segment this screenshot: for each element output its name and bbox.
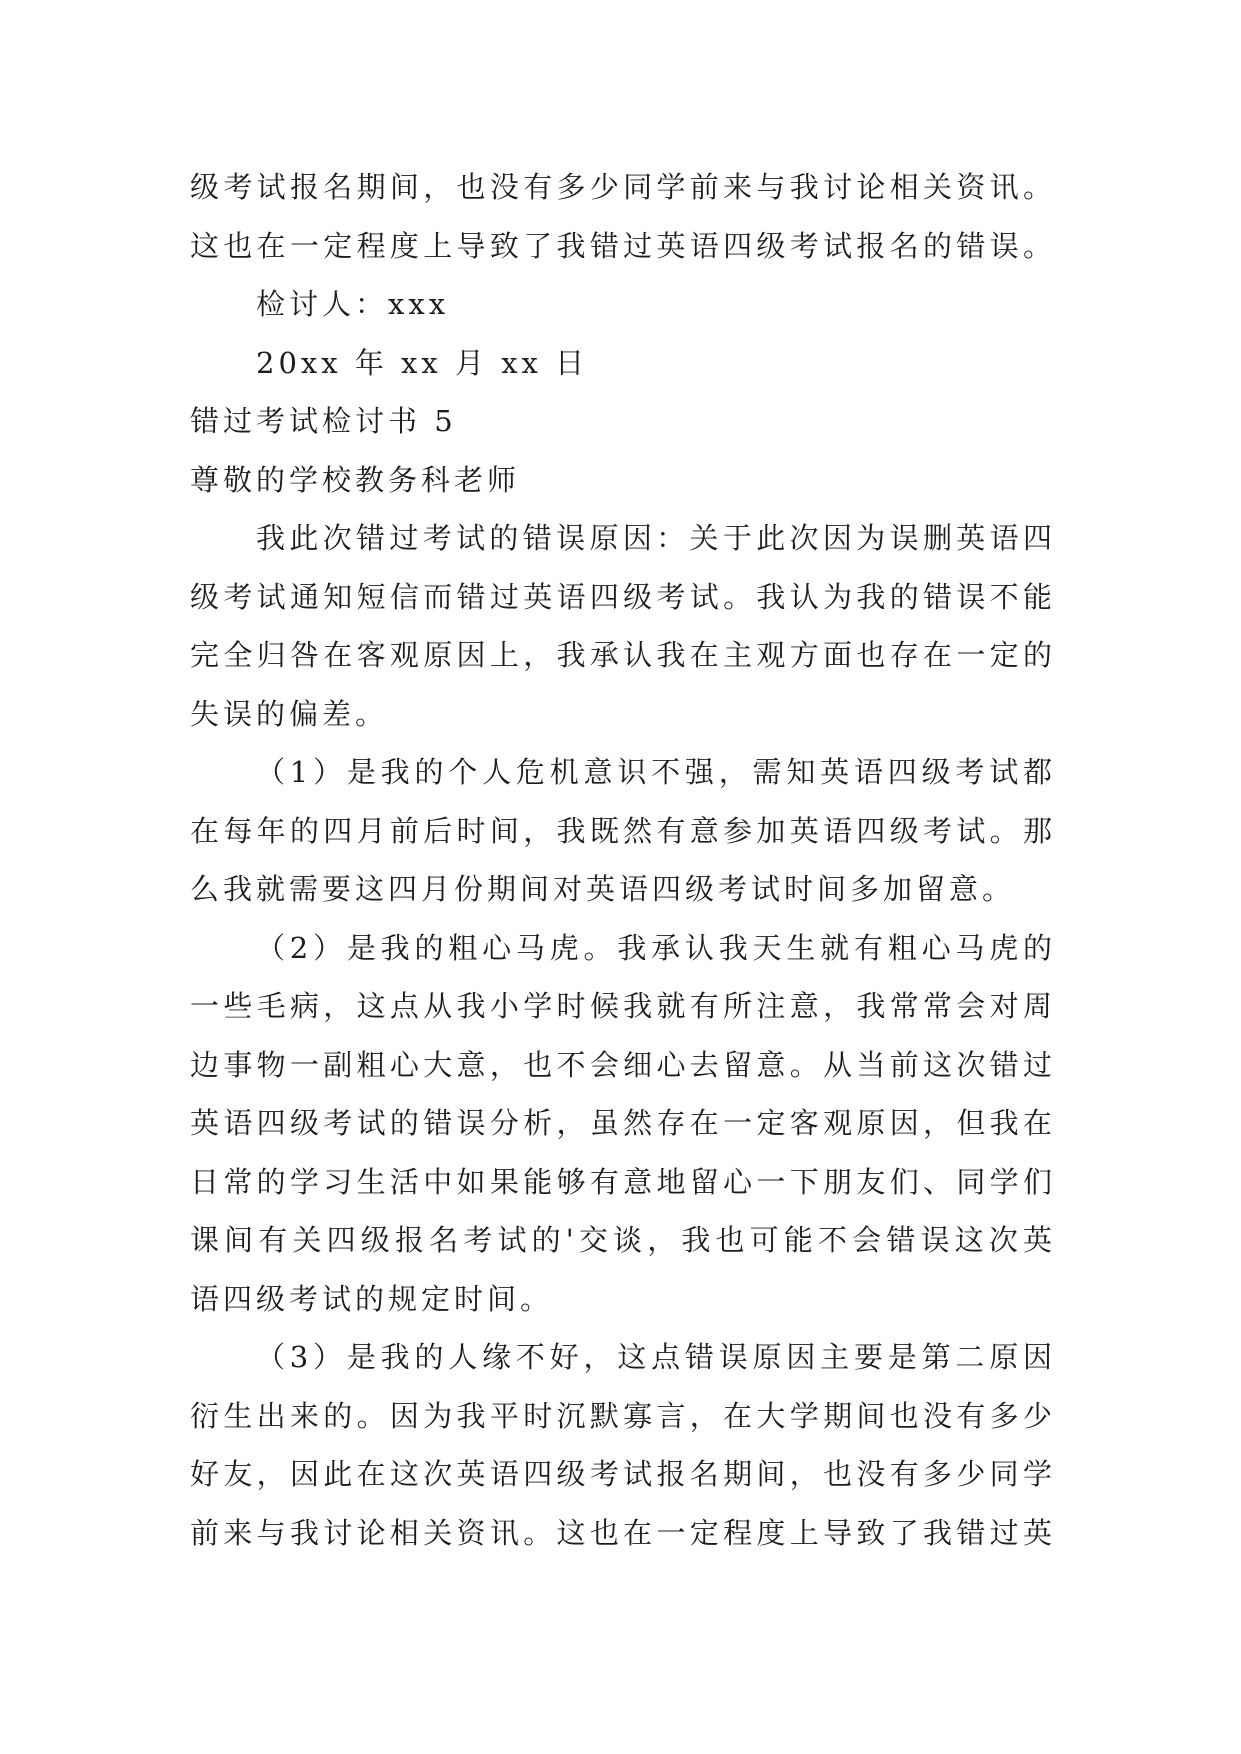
text-line: 前来与我讨论相关资讯。这也在一定程度上导致了我错过英 (190, 1515, 1056, 1550)
text-line: 失误的偏差。 (190, 696, 389, 731)
text-line: 级考试报名期间，也没有多少同学前来与我讨论相关资讯。 (190, 170, 1056, 204)
text-line: （3）是我的人缘不好，这点错误原因主要是第二原因 (256, 1340, 1056, 1374)
paragraph (190, 509, 1056, 743)
text-line: 级考试通知短信而错过英语四级考试。我认为我的错误不能 (190, 579, 1056, 614)
signature-block (190, 275, 1056, 392)
text-line: 语四级考试的规定时间。 (190, 1281, 554, 1316)
paragraph (190, 1328, 1056, 1562)
text-line: 完全归咎在客观原因上，我承认我在主观方面也存在一定的 (190, 638, 1056, 672)
salutation: 尊敬的学校教务科老师 (190, 462, 521, 497)
document-body (190, 158, 1056, 1562)
text-line: 在每年的四月前后时间，我既然有意参加英语四级考试。那 (190, 813, 1056, 848)
paragraph (190, 919, 1056, 1329)
text-line: 日常的学习生活中如果能够有意地留心一下朋友们、同学们 (190, 1164, 1056, 1199)
text-line: 衍生出来的。因为我平时沉默寡言，在大学期间也没有多少 (190, 1398, 1056, 1433)
text-line: 英语四级考试的错误分析，虽然存在一定客观原因，但我在 (190, 1106, 1056, 1140)
text-line: 这也在一定程度上导致了我错过英语四级考试报名的错误。 (190, 228, 1056, 263)
text-line: 一些毛病，这点从我小学时候我就有所注意，我常常会对周 (190, 989, 1056, 1023)
signature-date: 20xx 年 xx 月 xx 日 (256, 345, 589, 380)
text-line: 好友，因此在这次英语四级考试报名期间，也没有多少同学 (190, 1457, 1056, 1491)
text-line: 么我就需要这四月份期间对英语四级考试时间多加留意。 (190, 872, 1016, 906)
signature-reviewer: 检讨人：xxx (256, 287, 450, 321)
text-line: 边事物一副粗心大意，也不会细心去留意。从当前这次错过 (190, 1047, 1056, 1082)
section-title: 错过考试检讨书 5 (190, 404, 457, 438)
text-line: （1）是我的个人危机意识不强，需知英语四级考试都 (256, 755, 1056, 789)
continuation-paragraph (190, 158, 1056, 275)
paragraph (190, 743, 1056, 919)
text-line: 我此次错过考试的错误原因：关于此次因为误删英语四 (256, 521, 1056, 555)
text-line: 课间有关四级报名考试的'交谈，我也可能不会错误这次英 (190, 1223, 1056, 1257)
text-line: （2）是我的粗心马虎。我承认我天生就有粗心马虎的 (256, 930, 1056, 965)
